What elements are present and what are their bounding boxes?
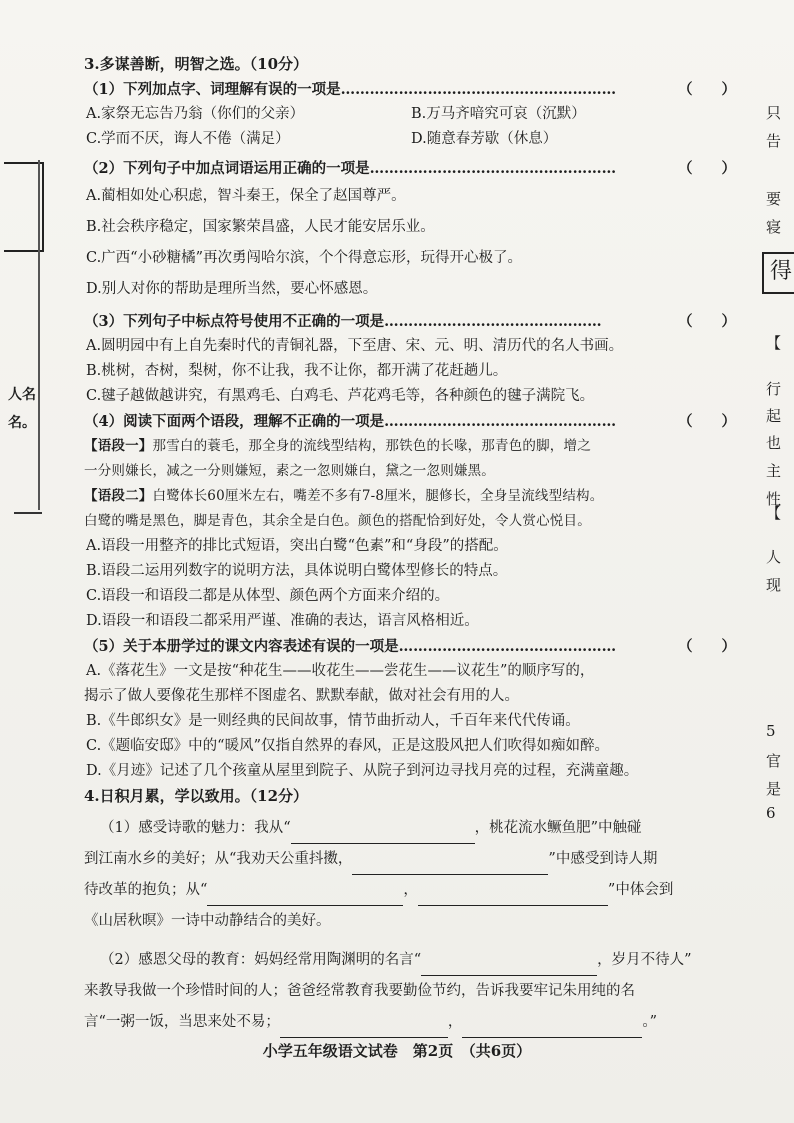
answer-paren[interactable]: （ ） (678, 160, 736, 177)
question-2-stem (84, 156, 736, 181)
option-d: D.语段一和语段二都采用严谨、准确的表达，语言风格相近。 (86, 613, 479, 629)
option-b: B.《牛郎织女》是一则经典的民间故事，情节曲折动人，千百年来代代传诵。 (86, 713, 580, 729)
edge-char: 起 (766, 407, 782, 425)
edge-char: 性 (766, 490, 782, 508)
edge-char: 【 (766, 504, 782, 522)
question-4-stem (84, 409, 736, 434)
question-2-text: （2）下列句子中加点词语运用正确的一项是…………………………………………… (84, 160, 617, 177)
option-d: D.别人对你的帮助是理所当然，要心怀感恩。 (86, 281, 378, 297)
fill-line (84, 813, 736, 844)
answer-paren[interactable]: （ ） (678, 413, 736, 430)
answer-blank[interactable] (462, 1019, 642, 1038)
edge-char: 现 (766, 576, 782, 594)
fill-line (84, 945, 736, 976)
fill-text: （2）感恩父母的教育：妈妈经常用陶渊明的名言“ (100, 952, 422, 968)
edge-char: 官 (766, 752, 782, 770)
answer-blank[interactable] (207, 887, 403, 906)
fill-text: ”中感受到诗人期 (548, 851, 658, 867)
fill-text: ，岁月不待人” (597, 952, 692, 968)
edge-char: 寝 (766, 218, 782, 236)
question-1-text: （1）下列加点字、词理解有误的一项是………………………………………………… (84, 81, 617, 98)
question-5-text: （5）关于本册学过的课文内容表述有误的一项是……………………………………… (84, 638, 617, 655)
edge-char: 6 (766, 804, 776, 822)
answer-paren[interactable]: （ ） (678, 313, 736, 330)
passage-1-label: 【语段一】 (84, 438, 153, 454)
margin-text: 人名 (8, 387, 36, 403)
question-1-options-row (84, 102, 736, 127)
fill-line (84, 844, 736, 875)
answer-blank[interactable] (418, 887, 608, 906)
fill-text: 待改革的抱负；从“ (84, 882, 208, 898)
answer-paren[interactable]: （ ） (678, 81, 736, 98)
option-c: C.学而不厌，诲人不倦（满足） (86, 131, 290, 147)
fill-text: ， (403, 882, 418, 898)
fill-line: 《山居秋暝》一诗中动静结合的美好。 (84, 913, 331, 929)
edge-char: 是 (766, 780, 782, 798)
option-c: C.语段一和语段二都是从体型、颜色两个方面来介绍的。 (86, 588, 450, 604)
fill-text: 。” (642, 1014, 658, 1030)
right-edge-column (760, 0, 794, 1123)
binding-line (38, 160, 40, 510)
margin-text: 名。 (8, 415, 36, 431)
answer-blank[interactable] (421, 957, 597, 976)
score-box: 得 (762, 252, 794, 294)
fill-text: ， (447, 1014, 463, 1030)
edge-char: 也 (766, 434, 782, 452)
option-a: A.圆明园中有上自先秦时代的青铜礼器，下至唐、宋、元、明、清历代的名人书画。 (86, 338, 624, 354)
question-1-options-row (84, 127, 736, 152)
answer-blank[interactable] (280, 1019, 448, 1038)
edge-char: 人 (766, 548, 782, 566)
exam-content (84, 52, 736, 1038)
option-b: B.万马齐喑究可哀（沉默） (411, 106, 586, 122)
option-a: A.家祭无忘告乃翁（你们的父亲） (86, 106, 305, 122)
edge-char: 主 (766, 462, 782, 480)
passage-2-label: 【语段二】 (84, 488, 153, 504)
option-a: A.语段一用整齐的排比式短语，突出白鹭“色素”和“身段”的搭配。 (86, 538, 508, 554)
edge-char: 告 (766, 132, 782, 150)
passage-2-line (84, 484, 736, 509)
fill-text: 到江南水乡的美好；从“我劝天公重抖擞， (84, 851, 353, 867)
option-a: A.《落花生》一文是按“种花生——收花生——尝花生——议花生”的顺序写的， (86, 663, 595, 679)
question-5-stem (84, 634, 736, 659)
fill-text: 言“一粥一饭，当思来处不易； (84, 1014, 280, 1030)
passage-1-text: 那雪白的蓑毛，那全身的流线型结构，那铁色的长喙，那青色的脚，增之 (152, 438, 591, 454)
margin-rule (14, 512, 42, 514)
option-d: D.随意春芳歇（休息） (411, 131, 558, 147)
passage-1-line (84, 434, 736, 459)
fill-line (84, 875, 736, 906)
fill-text: ”中体会到 (607, 882, 674, 898)
edge-char: 只 (766, 104, 782, 122)
question-3-text: （3）下列句子中标点符号使用不正确的一项是……………………………………… (84, 313, 602, 330)
question-3-stem (84, 309, 736, 334)
left-binding-margin (0, 0, 60, 1123)
question-4-text: （4）阅读下面两个语段，理解不正确的一项是………………………………………… (84, 413, 617, 430)
option-c: C.毽子越做越讲究，有黑鸡毛、白鸡毛、芦花鸡毛等，各种颜色的毽子满院飞。 (86, 388, 595, 404)
edge-char: 【 (766, 334, 782, 352)
option-d: D.《月迹》记述了几个孩童从屋里到院子、从院子到河边寻找月亮的过程，充满童趣。 (86, 763, 639, 779)
fill-text: （1）感受诗歌的魅力：我从“ (100, 820, 291, 836)
answer-blank[interactable] (352, 856, 548, 875)
answer-blank[interactable] (291, 825, 475, 844)
option-c: C.《题临安邸》中的“暖风”仅指自然界的春风，正是这股风把人们吹得如痴如醉。 (86, 738, 610, 754)
page-footer: 小学五年级语文试卷 第2页 （共6页） (262, 1042, 532, 1060)
option-b: B.语段二运用列数字的说明方法，具体说明白鹭体型修长的特点。 (86, 563, 508, 579)
question-1-stem (84, 77, 736, 102)
fill-line (84, 1007, 736, 1038)
option-a: A.蔺相如处心积虑，智斗秦王，保全了赵国尊严。 (86, 188, 406, 204)
passage-2-text: 白鹭体长60厘米左右，嘴差不多有7-8厘米，腿修长，全身呈流线型结构。 (152, 488, 604, 504)
fill-line: 来教导我做一个珍惜时间的人；爸爸经常教育我要勤俭节约，告诉我要牢记朱用纯的名 (84, 983, 635, 999)
section-4-heading: 4.日积月累，学以致用。（12分） (84, 787, 309, 805)
passage-2-line: 白鹭的嘴是黑色，脚是青色，其余全是白色。颜色的搭配恰到好处，令人赏心悦目。 (84, 513, 591, 529)
option-b: B.桃树，杏树，梨树，你不让我，我不让你，都开满了花赶趟儿。 (86, 363, 508, 379)
edge-char: 要 (766, 190, 782, 208)
answer-paren[interactable]: （ ） (678, 638, 736, 655)
passage-1-line: 一分则嫌长，减之一分则嫌短，素之一忽则嫌白，黛之一忽则嫌黑。 (84, 463, 495, 479)
option-c: C.广西“小砂糖橘”再次勇闯哈尔滨，个个得意忘形，玩得开心极了。 (86, 250, 523, 266)
section-3-heading: 3.多谋善断，明智之选。（10分） (84, 55, 309, 73)
option-a-continued: 揭示了做人要像花生那样不图虚名、默默奉献，做对社会有用的人。 (84, 688, 519, 704)
edge-char: 5 (766, 722, 776, 740)
edge-char: 行 (766, 380, 782, 398)
fill-text: ，桃花流水鳜鱼肥”中触碰 (474, 820, 642, 836)
option-b: B.社会秩序稳定，国家繁荣昌盛，人民才能安居乐业。 (86, 219, 435, 235)
